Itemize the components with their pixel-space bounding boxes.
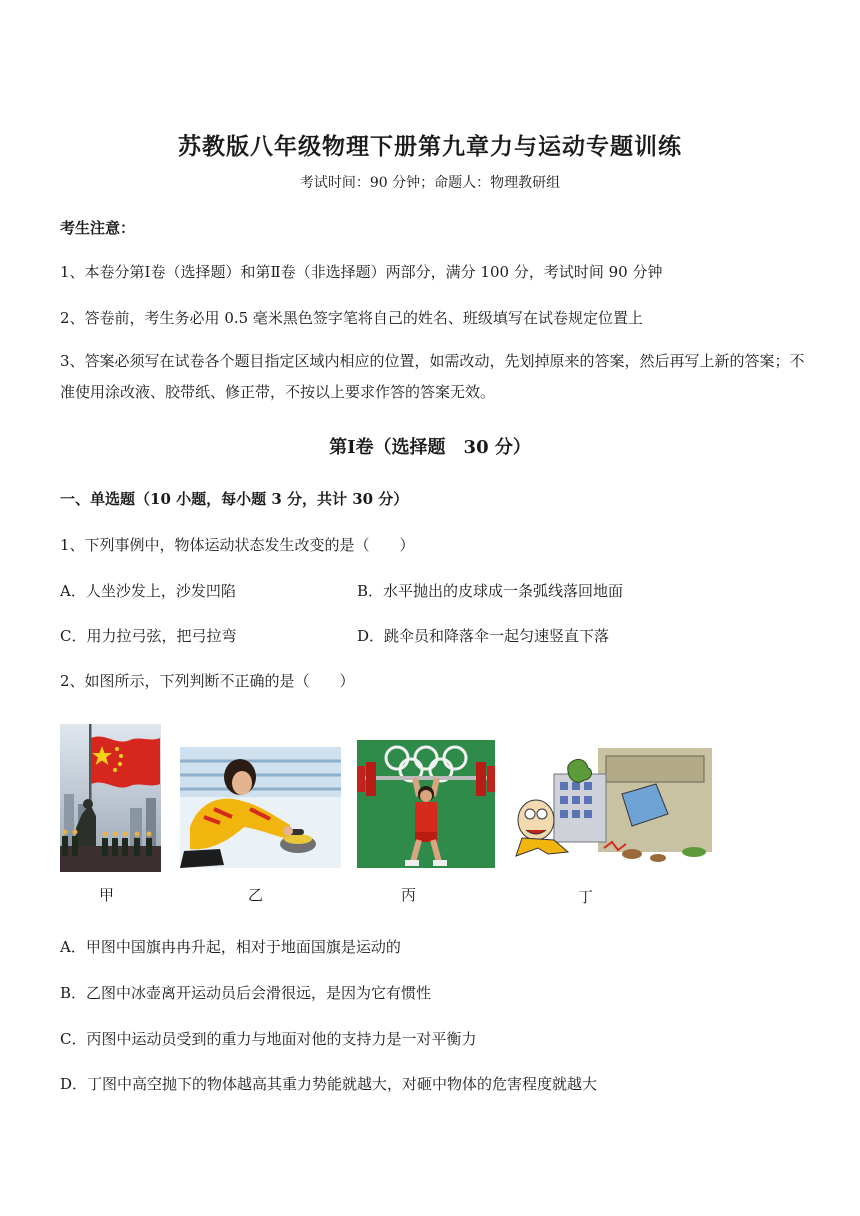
question-1-option-a: A．人坐沙发上，沙发凹陷 [60, 582, 236, 600]
figure-caption-yi: 乙 [248, 886, 264, 904]
curling-image [180, 747, 341, 868]
notice-item: 3、答案必须写在试卷各个题目指定区域内相应的位置，如需改动，先划掉原来的答案，然后再写上新的答案；不准使用涂改液、胶带纸、修正带，不按以上要求作答的答案无效。 [60, 352, 805, 401]
part-heading: 一、单选题（10 小题，每小题 3 分，共计 30 分） [60, 490, 409, 508]
flag-raising-image [60, 724, 161, 872]
section-title: 第Ⅰ卷（选择题 30 分） [329, 437, 531, 458]
question-1-option-b: B．水平抛出的皮球成一条弧线落回地面 [357, 582, 624, 600]
notice-item: 2、答卷前，考生务必用 0.5 毫米黑色签字笔将自己的姓名、班级填写在试卷规定位置上 [60, 309, 643, 327]
figure-caption-ding: 丁 [578, 888, 594, 906]
weightlifting-image [357, 740, 495, 868]
question-2-option-d: D．丁图中高空抛下的物体越高其重力势能就越大，对砸中物体的危害程度就越大 [60, 1075, 598, 1093]
question-1-option-c: C．用力拉弓弦，把弓拉弯 [60, 627, 237, 645]
exam-info: 考试时间：90 分钟；命题人：物理教研组 [299, 175, 561, 191]
question-2-option-a: A．甲图中国旗冉冉升起，相对于地面国旗是运动的 [60, 938, 401, 956]
figure-caption-bing: 丙 [401, 886, 417, 904]
question-2-option-c: C．丙图中运动员受到的重力与地面对他的支持力是一对平衡力 [60, 1030, 477, 1048]
question-1-option-d: D．跳伞员和降落伞一起匀速竖直下落 [357, 627, 610, 645]
question-1-stem: 1、下列事例中，物体运动状态发生改变的是（ ） [60, 536, 415, 554]
notice-heading: 考生注意： [60, 219, 136, 237]
page-title: 苏教版八年级物理下册第九章力与运动专题训练 [178, 133, 682, 160]
notice-item: 1、本卷分第Ⅰ卷（选择题）和第Ⅱ卷（非选择题）两部分，满分 100 分，考试时间 90 分钟 [60, 263, 663, 281]
figure-caption-jia: 甲 [99, 886, 115, 904]
question-2-stem: 2、如图所示，下列判断不正确的是（ ） [60, 672, 355, 690]
question-2-option-b: B．乙图中冰壶离开运动员后会滑很远，是因为它有惯性 [60, 984, 432, 1002]
falling-objects-cartoon [508, 744, 715, 868]
